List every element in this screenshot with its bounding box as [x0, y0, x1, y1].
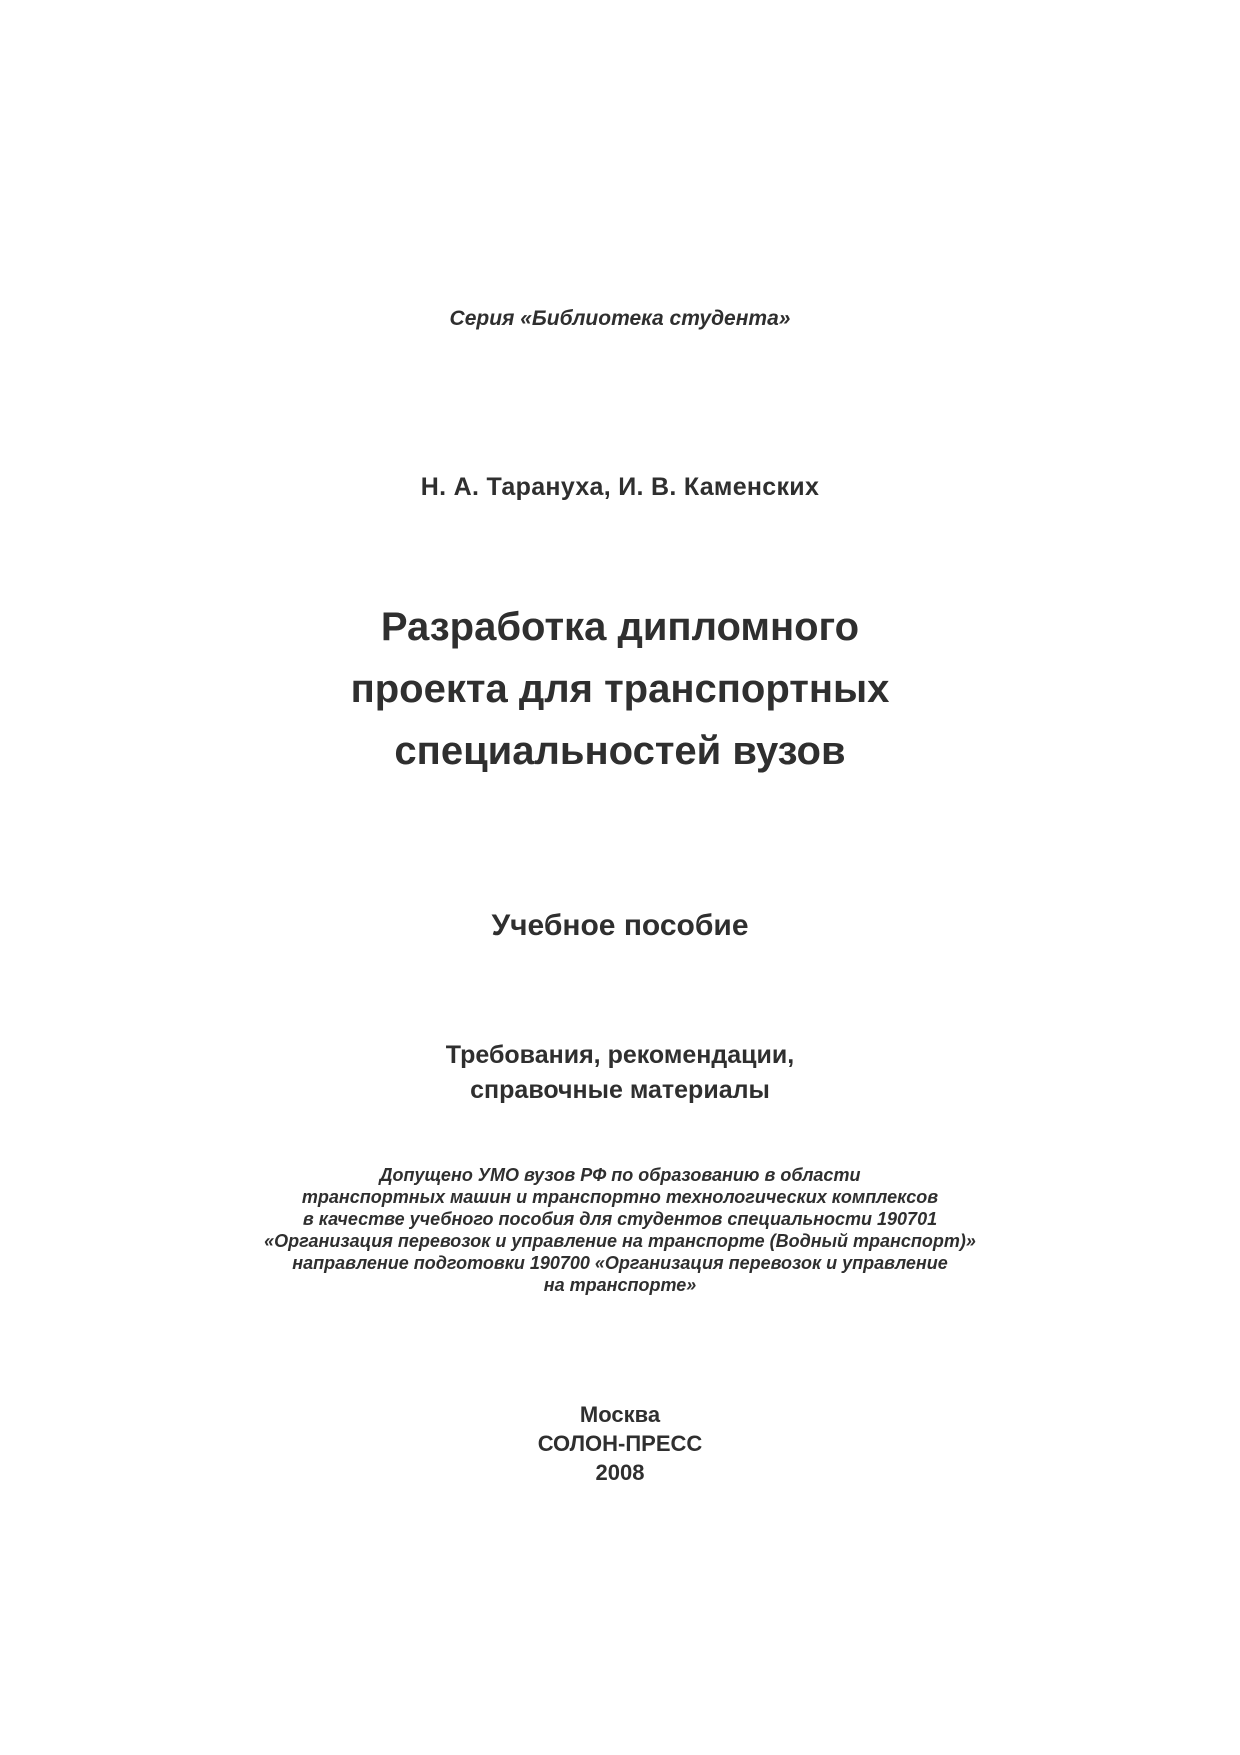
approval-statement	[0, 1164, 1240, 1296]
subtitle	[0, 1038, 1240, 1108]
subtitle-line: Требования, рекомендации,	[445, 1041, 795, 1069]
imprint	[0, 1400, 1240, 1487]
document-type: Учебное пособие	[491, 909, 749, 942]
book-title-line: Разработка дипломного	[380, 605, 860, 649]
approval-line: на транспорте»	[543, 1275, 697, 1295]
imprint-year: 2008	[595, 1460, 645, 1485]
approval-line: направление подготовки 190700 «Организация перевозок и управление	[292, 1253, 948, 1273]
imprint-publisher: СОЛОН-ПРЕСС	[537, 1431, 703, 1456]
book-title-line: специальностей вузов	[394, 729, 846, 773]
approval-line: в качестве учебного пособия для студентов специальности 190701	[302, 1209, 938, 1229]
authors: Н. А. Тарануха, И. В. Каменских	[420, 473, 820, 501]
subtitle-line: справочные материалы	[470, 1076, 770, 1104]
approval-line: Допущено УМО вузов РФ по образованию в области	[379, 1165, 861, 1185]
approval-line: транспортных машин и транспортно технологических комплексов	[301, 1187, 939, 1207]
imprint-city: Москва	[579, 1402, 661, 1427]
book-title-line: проекта для транспортных	[350, 667, 890, 711]
book-title	[0, 596, 1240, 782]
approval-line: «Организация перевозок и управление на транспорте (Водный транспорт)»	[264, 1231, 976, 1251]
series-label: Серия «Библиотека студента»	[449, 307, 791, 330]
